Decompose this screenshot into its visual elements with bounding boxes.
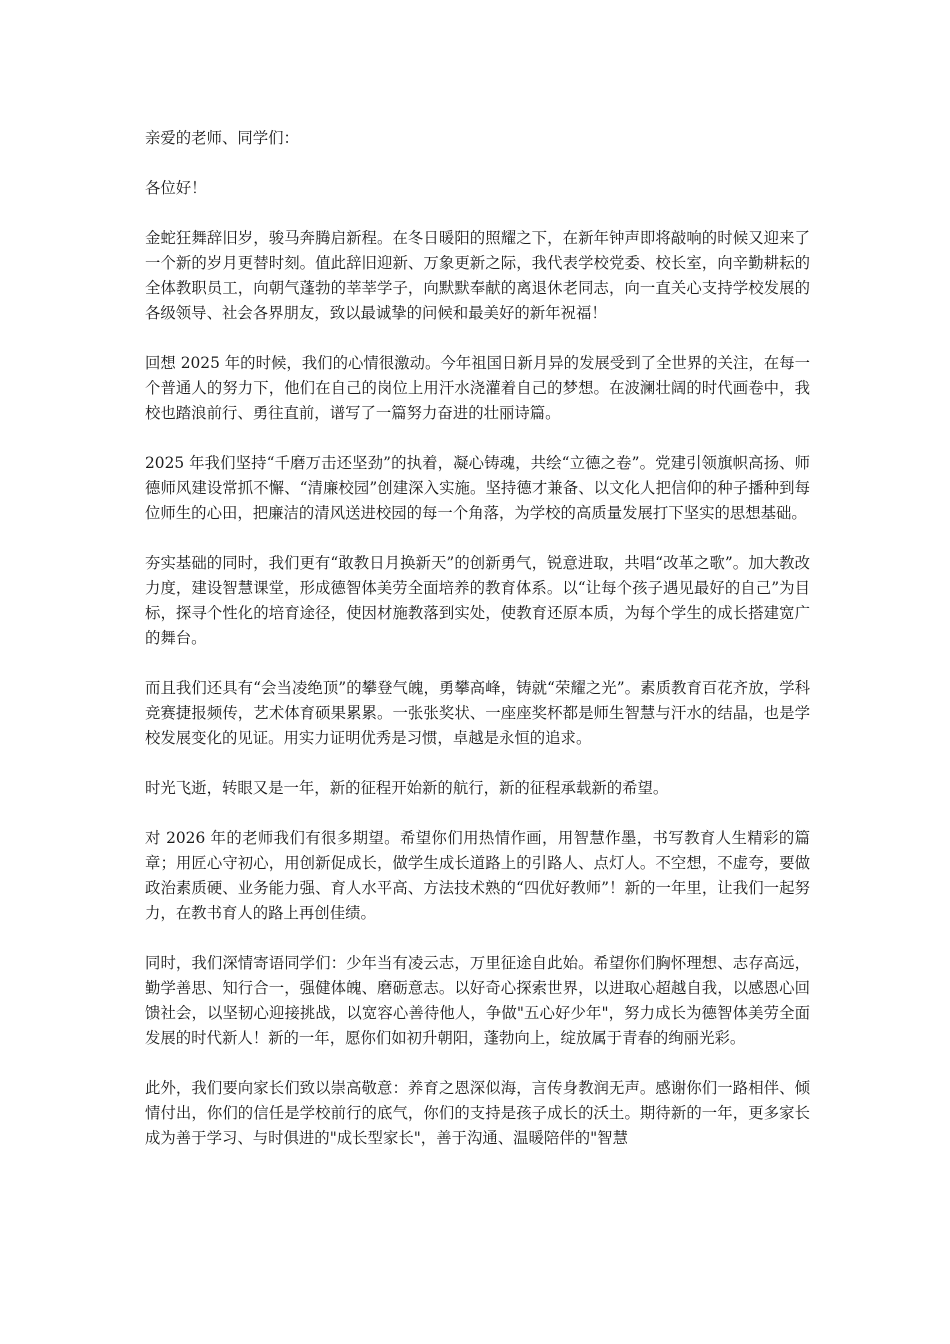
- paragraph-transition: 时光飞逝，转眼又是一年，新的征程开始新的航行，新的征程承载新的希望。: [145, 779, 669, 797]
- paragraph-moral-education: 2025 年我们坚持“千磨万击还坚劲”的执着，凝心铸魂，共绘“立德之卷”。党建引领旗帜高扬、师德师风建设常抓不懈、“清廉校园”创建深入实施。坚持德才兼备、以文化人把信仰的种子播种到每位师生的心田，把廉洁的清风送进校园的每一个角落，为学校的高质量发展打下坚实的思想基础。: [145, 454, 810, 522]
- paragraph-review-2025: 回想 2025 年的时候，我们的心情很激动。今年祖国日新月异的发展受到了全世界的关注，在每一个普通人的努力下，他们在自己的岗位上用汗水浇灌着自己的梦想。在波澜壮阔的时代画卷中，我校也踏浪前行、勇往直前，谱写了一篇努力奋进的壮丽诗篇。: [145, 354, 810, 422]
- salutation-line: 各位好！: [145, 179, 207, 197]
- paragraph-achievements: 而且我们还具有“会当凌绝顶”的攀登气魄，勇攀高峰，铸就“荣耀之光”。素质教育百花齐放，学科竞赛捷报频传，艺术体育硕果累累。一张张奖状、一座座奖杯都是师生智慧与汗水的结晶，也是学校发展变化的见证。用实力证明优秀是习惯，卓越是永恒的追求。: [145, 679, 810, 747]
- document-body: [145, 126, 810, 1151]
- paragraph-teachers: 对 2026 年的老师我们有很多期望。希望你们用热情作画，用智慧作墨，书写教育人生精彩的篇章；用匠心守初心，用创新促成长，做学生成长道路上的引路人、点灯人。不空想，不虚夸，要做政治素质硬、业务能力强、育人水平高、方法技术熟的“四优好教师”！新的一年里，让我们一起努力，在教书育人的路上再创佳绩。: [145, 829, 810, 922]
- paragraph-reform: 夯实基础的同时，我们更有“敢教日月换新天”的创新勇气，锐意进取，共唱“改革之歌”。加大教改力度，建设智慧课堂，形成德智体美劳全面培养的教育体系。以“让每个孩子遇见最好的自己”为目标，探寻个性化的培育途径，使因材施教落到实处，使教育还原本质，为每个学生的成长搭建宽广的舞台。: [145, 554, 810, 647]
- greeting-line: 亲爱的老师、同学们：: [145, 129, 299, 147]
- paragraph-opening: 金蛇狂舞辞旧岁，骏马奔腾启新程。在冬日暖阳的照耀之下，在新年钟声即将敲响的时候又迎来了一个新的岁月更替时刻。值此辞旧迎新、万象更新之际，我代表学校党委、校长室，向辛勤耕耘的全体教职员工，向朝气蓬勃的莘莘学子，向默默奉献的离退休老同志，向一直关心支持学校发展的各级领导、社会各界朋友，致以最诚挚的问候和最美好的新年祝福！: [145, 229, 810, 322]
- paragraph-parents: 此外，我们要向家长们致以崇高敬意：养育之恩深似海，言传身教润无声。感谢你们一路相伴、倾情付出，你们的信任是学校前行的底气，你们的支持是孩子成长的沃土。期待新的一年，更多家长成为善于学习、与时俱进的"成长型家长"，善于沟通、温暖陪伴的"智慧: [145, 1079, 810, 1147]
- paragraph-students: 同时，我们深情寄语同学们：少年当有凌云志，万里征途自此始。希望你们胸怀理想、志存高远，勤学善思、知行合一，强健体魄、磨砺意志。以好奇心探索世界，以进取心超越自我，以感恩心回馈社会，以坚韧心迎接挑战，以宽容心善待他人，争做"五心好少年"，努力成长为德智体美劳全面发展的时代新人！新的一年，愿你们如初升朝阳，蓬勃向上，绽放属于青春的绚丽光彩。: [145, 954, 810, 1047]
